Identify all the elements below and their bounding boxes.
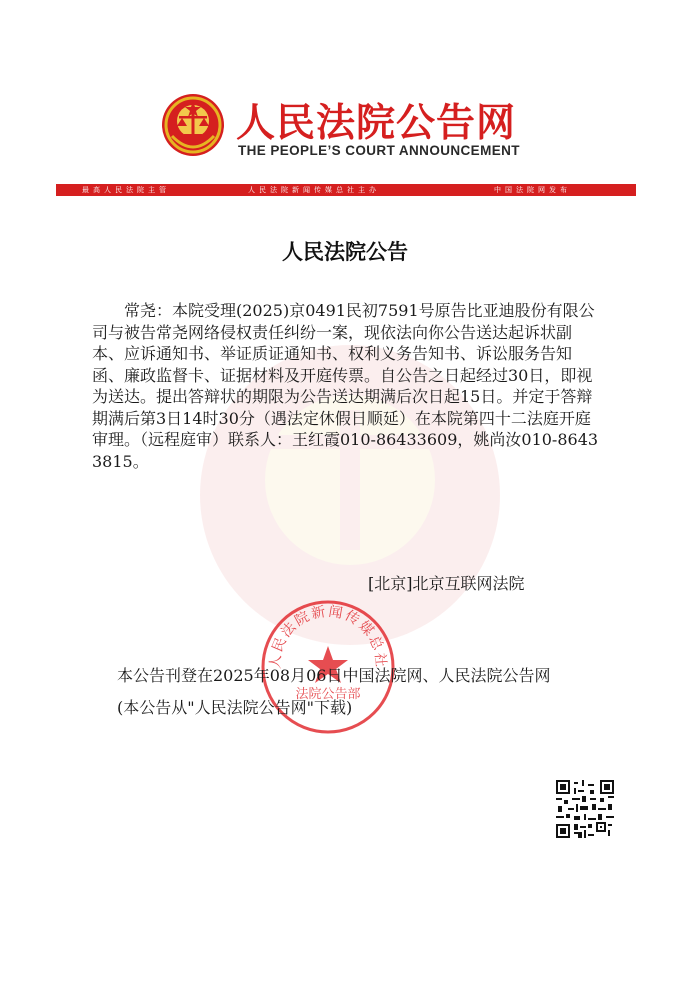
- notice-title: 人民法院公告: [282, 240, 408, 264]
- brand-title-en: THE PEOPLE’S COURT ANNOUNCEMENT: [238, 143, 520, 158]
- download-info: (本公告从"人民法院公告网"下载): [117, 698, 353, 717]
- qr-code[interactable]: [556, 780, 614, 838]
- court-emblem-icon: [160, 92, 226, 158]
- seal-ring-text: 人民法院新闻传媒总社: [267, 603, 389, 670]
- notice-body: 常尧：本院受理(2025)京0491民初7591号原告比亚迪股份有限公司与被告常尧网络侵权责任纠纷一案，现依法向你公告送达起诉状副本、应诉通知书、举证质证通知书、权利义务告知书、诉讼服务告知函、廉政监督卡、证据材料及开庭传票。自公告之日起经过30日，即视为送达。提出答辩状的期限为公告送达期满后次日起15日。并定于答辩期满后第3日14时30分（遇法定休假日顺延）在本院第四十二法庭开庭审理。（远程庭审）联系人：王红霞010-86433609，姚尚汝010-86433815。: [92, 301, 599, 471]
- issuing-court: [北京]北京互联网法院: [368, 574, 525, 593]
- header-red-bar: [56, 184, 636, 196]
- seal-inner-text: 法院公告部: [295, 687, 361, 702]
- brand-title-cn: 人民法院公告网: [236, 101, 517, 146]
- publish-info: 本公告刊登在2025年08月06日中国法院网、人民法院公告网: [117, 666, 551, 685]
- bar-text-supervisor: 最高人民法院主管: [82, 186, 170, 194]
- bar-text-publisher: 中国法院网发布: [494, 186, 571, 194]
- bar-text-organizer: 人民法院新闻传媒总社主办: [248, 186, 380, 194]
